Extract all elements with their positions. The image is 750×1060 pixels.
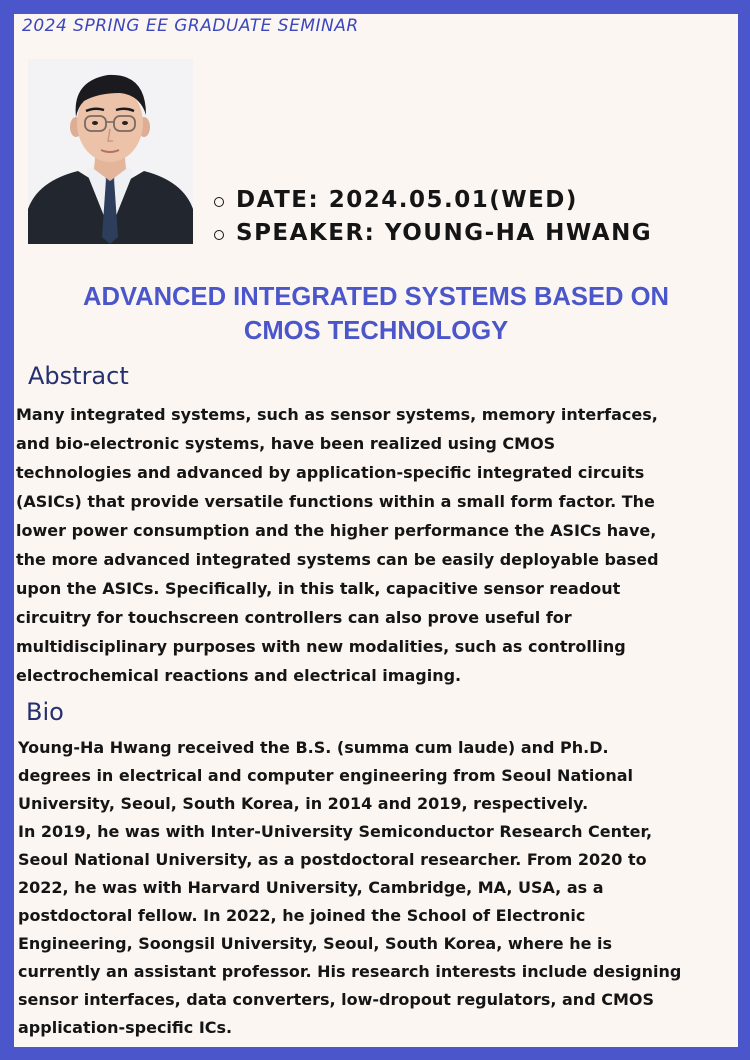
bio-line: In 2019, he was with Inter-University Semiconductor Research Center,	[18, 822, 653, 841]
abstract-line: the more advanced integrated systems can be easily deployable based	[16, 550, 659, 569]
abstract-text	[16, 400, 659, 690]
seminar-date: DATE: 2024.05.01(WED)	[236, 187, 578, 213]
speaker-row	[214, 217, 652, 250]
seminar-header: 2024 SPRING EE GRADUATE SEMINAR	[22, 16, 359, 36]
abstract-line: and bio-electronic systems, have been realized using CMOS	[16, 434, 556, 453]
abstract-heading: Abstract	[28, 362, 129, 390]
speaker-name: SPEAKER: YOUNG-HA HWANG	[236, 220, 653, 246]
speaker-portrait-image	[28, 59, 193, 244]
abstract-line: Many integrated systems, such as sensor systems, memory interfaces,	[16, 405, 658, 424]
abstract-line: upon the ASICs. Specifically, in this talk, capacitive sensor readout	[16, 579, 621, 598]
bio-line: 2022, he was with Harvard University, Cambridge, MA, USA, as a	[18, 878, 604, 897]
bio-line: currently an assistant professor. His research interests include designing	[18, 962, 682, 981]
abstract-line: (ASICs) that provide versatile functions within a small form factor. The	[16, 492, 655, 511]
bio-line: University, Seoul, South Korea, in 2014 and 2019, respectively.	[18, 794, 589, 813]
bio-line: application-specific ICs.	[18, 1018, 233, 1037]
bio-line: Young-Ha Hwang received the B.S. (summa cum laude) and Ph.D.	[18, 738, 609, 757]
date-row	[214, 184, 652, 217]
seminar-poster	[14, 14, 738, 1047]
abstract-line: lower power consumption and the higher performance the ASICs have,	[16, 521, 657, 540]
abstract-line: technologies and advanced by application-specific integrated circuits	[16, 463, 645, 482]
speaker-photo	[28, 59, 193, 244]
bio-text	[18, 734, 681, 1042]
bio-line: sensor interfaces, data converters, low-dropout regulators, and CMOS	[18, 990, 654, 1009]
bio-line: degrees in electrical and computer engineering from Seoul National	[18, 766, 634, 785]
circle-bullet-icon	[214, 197, 224, 207]
bio-heading: Bio	[26, 698, 64, 726]
bio-line: postdoctoral fellow. In 2022, he joined the School of Electronic	[18, 906, 586, 925]
bio-line: Engineering, Soongsil University, Seoul, South Korea, where he is	[18, 934, 613, 953]
bio-line: Seoul National University, as a postdoctoral researcher. From 2020 to	[18, 850, 647, 869]
talk-title-line-1: ADVANCED INTEGRATED SYSTEMS BASED ON	[83, 283, 669, 311]
circle-bullet-icon	[214, 230, 224, 240]
abstract-line: electrochemical reactions and electrical imaging.	[16, 666, 462, 685]
abstract-line: multidisciplinary purposes with new modalities, such as controlling	[16, 637, 626, 656]
talk-title	[14, 280, 738, 348]
seminar-details	[214, 184, 652, 250]
talk-title-line-2: CMOS TECHNOLOGY	[243, 317, 509, 345]
abstract-line: circuitry for touchscreen controllers can also prove useful for	[16, 608, 572, 627]
